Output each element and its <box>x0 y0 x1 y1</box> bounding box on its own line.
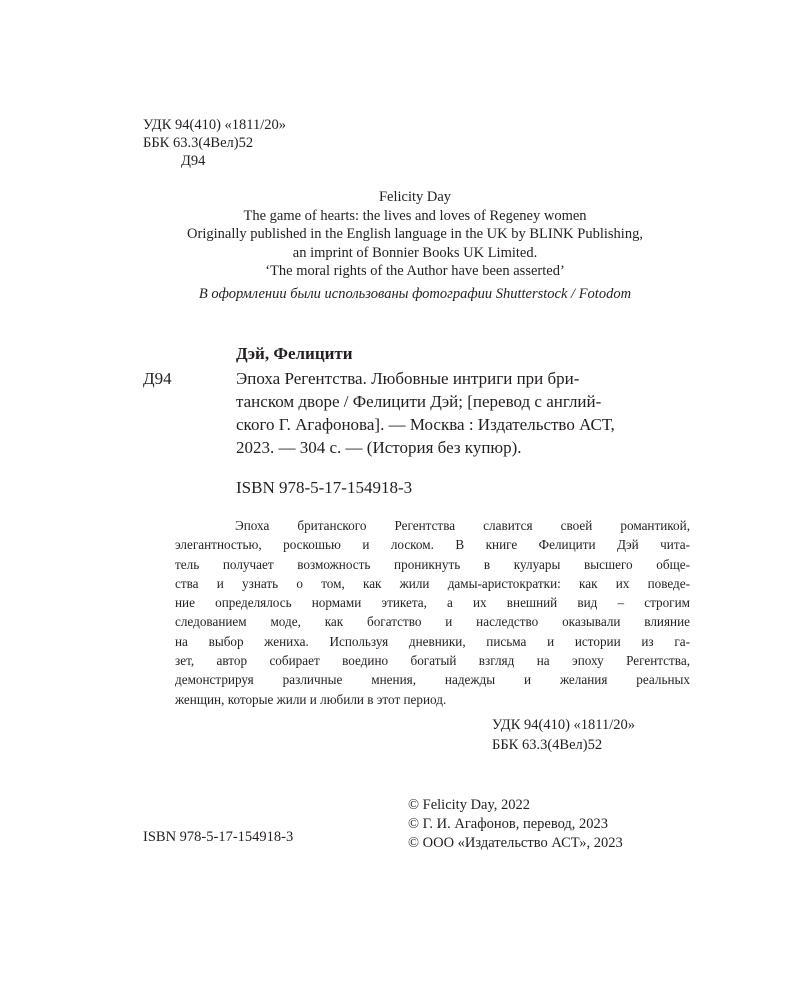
copyright-line: © Г. И. Агафонов, перевод, 2023 <box>408 816 609 832</box>
abstract <box>175 516 690 709</box>
catalog-description-line: 2023. — 304 с. — (История без купюр). <box>236 438 522 457</box>
original-line: Originally published in the English language in the UK by BLINK Publishing, <box>187 226 643 242</box>
original-line: Felicity Day <box>378 189 452 205</box>
udk-code-top: УДК 94(410) «1811/20» <box>143 117 287 133</box>
catalog-author: Дэй, Фелицити <box>236 344 353 363</box>
catalog-description-line: танском дворе / Фелицити Дэй; [перевод с англий- <box>236 392 602 411</box>
bbk-code-top: ББК 63.3(4Вел)52 <box>143 135 254 151</box>
copyright-line: © Felicity Day, 2022 <box>408 797 531 813</box>
isbn-bottom: ISBN 978-5-17-154918-3 <box>143 829 294 845</box>
abstract-line: ства и узнать о том, как жили дамы-аристократки: как их поведе- <box>175 575 690 591</box>
catalog-description-line: ского Г. Агафонова]. — Москва : Издательство АСТ, <box>236 415 615 434</box>
photo-credit: В оформлении были использованы фотографии Shutterstock / Fotodom <box>198 285 632 302</box>
bbk-code-bottom: ББК 63.3(4Вел)52 <box>492 737 603 753</box>
original-line: ‘The moral rights of the Author have been asserted’ <box>265 263 565 279</box>
abstract-line: Эпоха британского Регентства славится своей романтикой, <box>235 518 690 533</box>
catalog-mark: Д94 <box>143 369 172 388</box>
original-line: an imprint of Bonnier Books UK Limited. <box>292 244 538 261</box>
udk-code-bottom: УДК 94(410) «1811/20» <box>492 717 636 733</box>
original-edition-block <box>140 188 690 303</box>
abstract-line: на выбор жениха. Используя дневники, письма и истории из га- <box>175 633 690 649</box>
abstract-line: элегантностью, роскошью и лоском. В книге Фелицити Дэй чита- <box>175 537 690 553</box>
author-mark-top: Д94 <box>181 153 206 169</box>
copyright-line: © ООО «Издательство АСТ», 2023 <box>408 835 623 851</box>
catalog-isbn: ISBN 978-5-17-154918-3 <box>236 478 413 497</box>
abstract-line: демонстрируя различные мнения, надежды и желания реальных <box>175 672 690 688</box>
abstract-line: ние определялось нормами этикета, а их внешний вид – строгим <box>175 595 690 611</box>
abstract-line: тель получает возможность проникнуть в кулуары высшего обще- <box>175 556 690 572</box>
abstract-line: женщин, которые жили и любили в этот период. <box>175 691 447 707</box>
original-line: The game of hearts: the lives and loves of Regeney women <box>243 207 587 224</box>
catalog-description-line: Эпоха Регентства. Любовные интриги при бри- <box>236 369 580 388</box>
abstract-line: следованием моде, как богатство и наследство оказывали влияние <box>175 614 690 630</box>
abstract-line: зет, автор собирает воедино богатый взгляд на эпоху Регентства, <box>175 653 690 669</box>
